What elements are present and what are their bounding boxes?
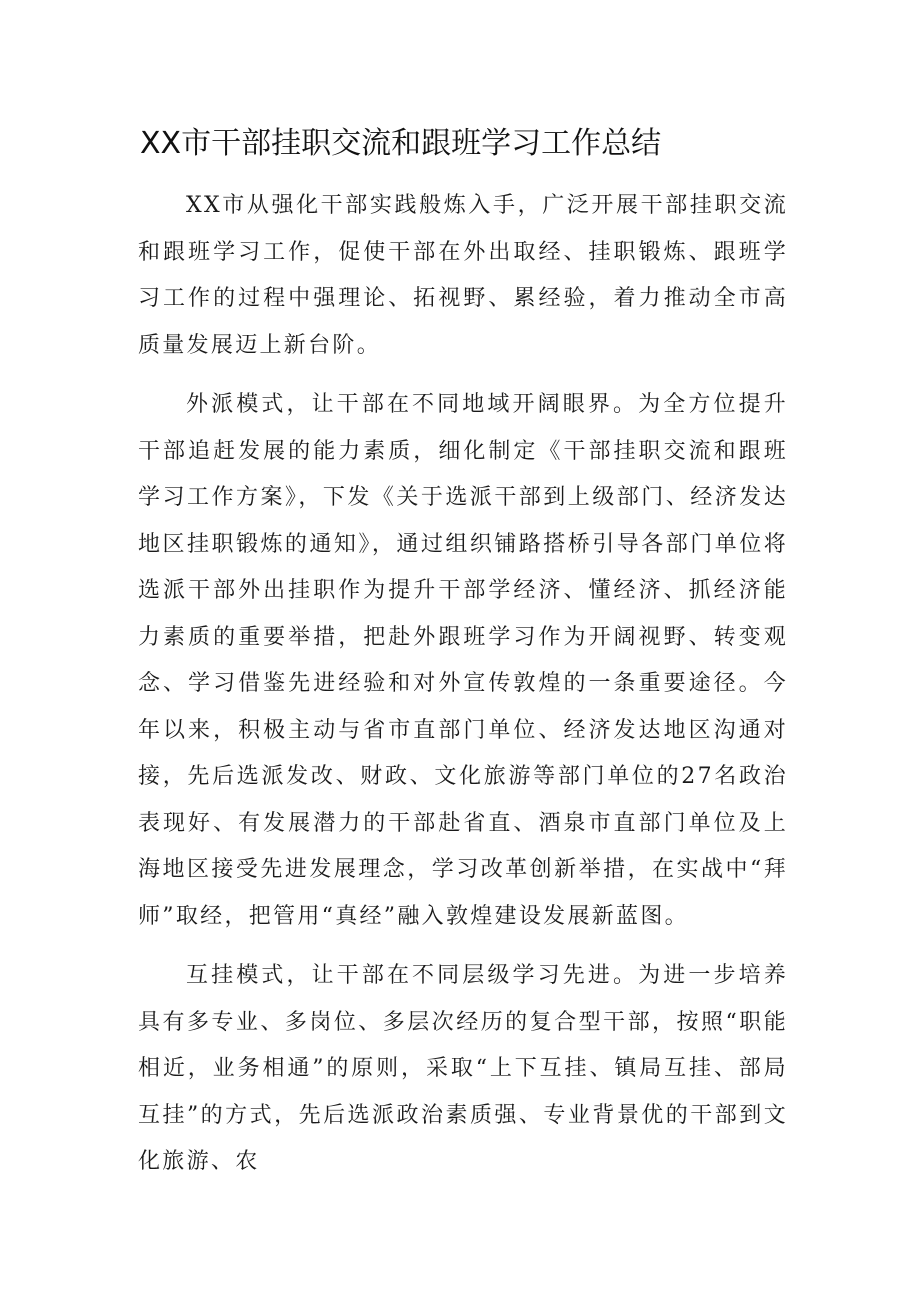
paragraph-intro: XX市从强化干部实践般炼入手，广泛开展干部挂职交流和跟班学习工作，促使干部在外出取经、挂职锻炼、跟班学习工作的过程中强理论、拓视野、累经验，着力推动全市高质量发展迈上新台阶。 [138,193,788,358]
paragraph-outbound-mode: 外派模式，让干部在不同地域开阔眼界。为全方位提升干部追赶发展的能力素质，细化制定《干部挂职交流和跟班学习工作方案》，下发《关于选派干部到上级部门、经济发达地区挂职锻炼的通知》，通过组织铺路搭桥引导各部门单位将选派干部外出挂职作为提升干部学经济、懂经济、抓经济能力素质的重要举措，把赴外跟班学习作为开阔视野、转变观念、学习借鉴先进经验和对外宣传敦煌的一条重要途径。今年以来，积极主动与省市直部门单位、经济发达地区沟通对接，先后选派发改、财政、文化旅游等部门单位的27名政治表现好、有发展潜力的干部赴省直、酒泉市直部门单位及上海地区接受先进发展理念，学习改革创新举措，在实战中“拜师”取经，把管用“真经”融入敦煌建设发展新蓝图。 [138,392,788,929]
document-body [138,183,788,1199]
document-title: XX市干部挂职交流和跟班学习工作总结 [140,126,662,161]
paragraph-exchange-mode: 互挂模式，让干部在不同层级学习先进。为进一步培养具有多专业、多岗位、多层次经历的复合型干部，按照“职能相近，业务相通”的原则，采取“上下互挂、镇局互挂、部局互挂”的方式，先后选派政治素质强、专业背景优的干部到文化旅游、农 [138,963,788,1174]
